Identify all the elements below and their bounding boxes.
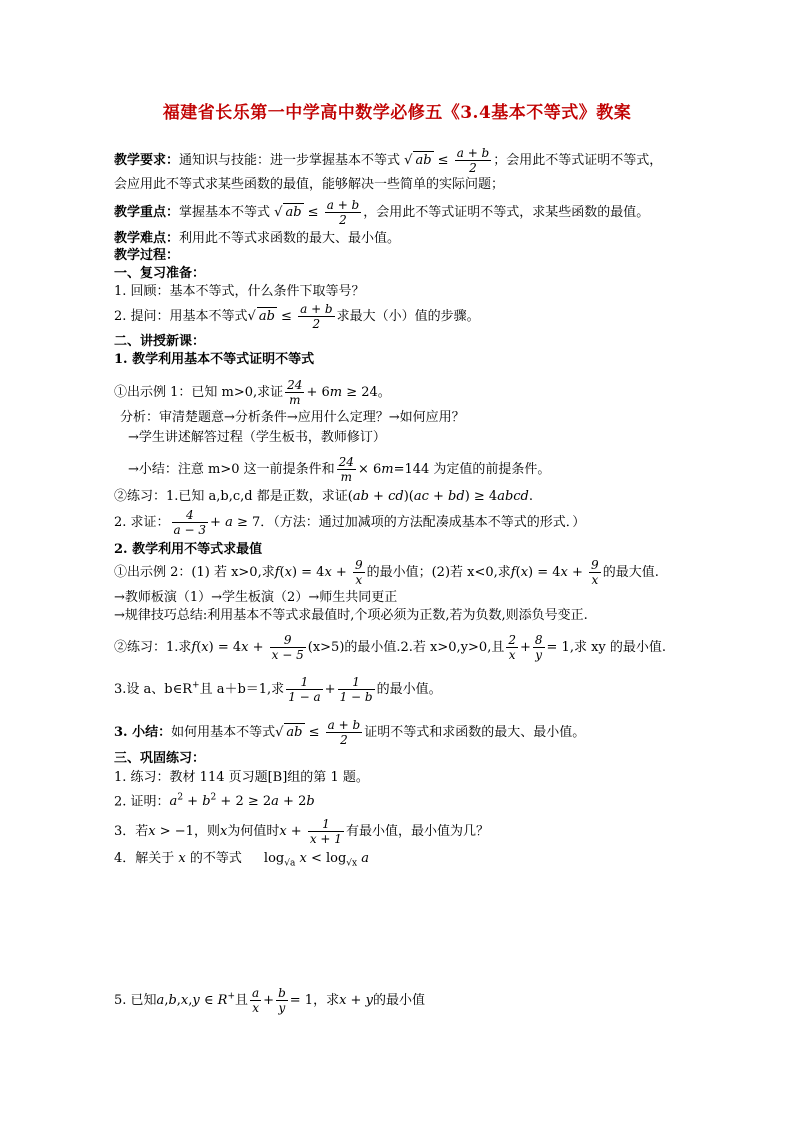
exercise-2: 2. 证明：$a^2 + b^2 + 2 \ge 2a + 2b$ <box>114 793 315 810</box>
example2: ①出示例 2：(1) 若 x>0,求f(x) = 4x + $\frac{9}{x}$ 的最小值；(2)若 x<0,求f(x) = 4x + $\frac{9}{x}$ 的最大值. <box>114 558 659 587</box>
section1-heading: 一、复习准备： <box>114 266 206 281</box>
teaching-difficulty: 教学难点：利用此不等式求函数的最大、最小值。 <box>114 231 401 246</box>
practice-3: ②练习：1.求f(x) = 4x + $\frac{9}{x - 5}$ (x>5)的最小值.2.若 x>0,y>0,且 $\frac{2}{x}$ + $\frac{8}{y}$ = 1,求 xy 的最小值. <box>114 633 667 662</box>
req-line2: 会应用此不等式求某些函数的最值，能够解决一些简单的实际问题； <box>114 177 505 192</box>
student-step: →学生讲述解答过程（学生板书，教师修订） <box>128 430 386 445</box>
exercise-5: 5. 已知a,b,x,y ∈ R+且 $\frac{a}{x}$ + $\frac{b}{y}$ = 1，求x + y的最小值 <box>114 986 425 1015</box>
example1: ①出示例 1：已知 m>0,求证 $\frac{24}{m}$ + 6m ≥ 24。 <box>114 378 391 407</box>
section3-heading: 三、巩固练习： <box>114 751 206 766</box>
req-label: 教学要求： <box>114 153 180 168</box>
exercise-1: 1. 练习：教材 114 页习题[B]组的第 1 题。 <box>114 770 369 785</box>
section1-item1: 1. 回顾：基本不等式，什么条件下取等号？ <box>114 284 365 299</box>
board-steps: →教师板演（1）→学生板演（2）→师生共同更正 <box>114 590 398 605</box>
section2-summary: 3. 小结：如何用基本不等式√ ab ≤ $\frac{a + b}{2}$ 证明不等式和求函数的最大、最小值。 <box>114 718 586 747</box>
section2-h2: 2. 教学利用不等式求最值 <box>114 542 263 557</box>
teaching-focus: 教学重点：掌握基本不等式 √ ab ≤ $\frac{a + b}{2}$ ，会用此不等式证明不等式，求某些函数的最值。 <box>114 198 650 227</box>
formula-sqrt-ab: √ ab <box>274 205 302 220</box>
formula-frac-ab2: $\frac{a + b}{2}$ <box>456 146 490 175</box>
teaching-process-heading: 教学过程： <box>114 248 180 263</box>
section1-item2: 2. 提问：用基本不等式√ ab ≤ $\frac{a + b}{2}$ 求最大（小）值的步骤。 <box>114 302 480 331</box>
practice-1: ②练习：1.已知 a,b,c,d 都是正数，求证(ab + cd)(ac + bd) ≥ 4abcd. <box>114 489 534 504</box>
exercise-3: 3．若x > −1，则x为何值时x + $\frac{1}{x + 1}$ 有最小值，最小值为几？ <box>114 817 489 846</box>
summary-1: →小结：注意 m>0 这一前提条件和 $\frac{24}{m}$ × 6m=144 为定值的前提条件。 <box>128 455 551 484</box>
teaching-requirements: 教学要求：通知识与技能：进一步掌握基本不等式 √ ab ≤ $\frac{a + b}{2}$ ；会用此不等式证明不等式， <box>114 146 663 175</box>
section2-heading: 二、讲授新课： <box>114 334 206 349</box>
section2-h1: 1. 教学利用基本不等式证明不等式 <box>114 352 315 367</box>
formula-sqrt-ab: √ ab <box>404 153 432 168</box>
practice-4: 3.设 a、b∈R+且 a＋b＝1,求 $\frac{1}{1 - a}$ + $\frac{1}{1 - b}$ 的最小值。 <box>114 675 442 704</box>
exercise-4: 4．解关于 x 的不等式 $\log_{√a} x < \log_{√x} a$ <box>114 851 369 869</box>
practice-2: 2. 求证： $\frac{4}{a - 3}$ + a ≥ 7．（方法：通过加减项的方法配凑成基本不等式的形式．） <box>114 508 586 537</box>
rule-summary: →规律技巧总结:利用基本不等式求最值时,个项必须为正数,若为负数,则添负号变正. <box>114 608 588 623</box>
analysis: 分析：审清楚题意→分析条件→应用什么定理？→如何应用？ <box>120 410 465 425</box>
document-title: 福建省长乐第一中学高中数学必修五《3.4基本不等式》教案 <box>162 103 632 123</box>
